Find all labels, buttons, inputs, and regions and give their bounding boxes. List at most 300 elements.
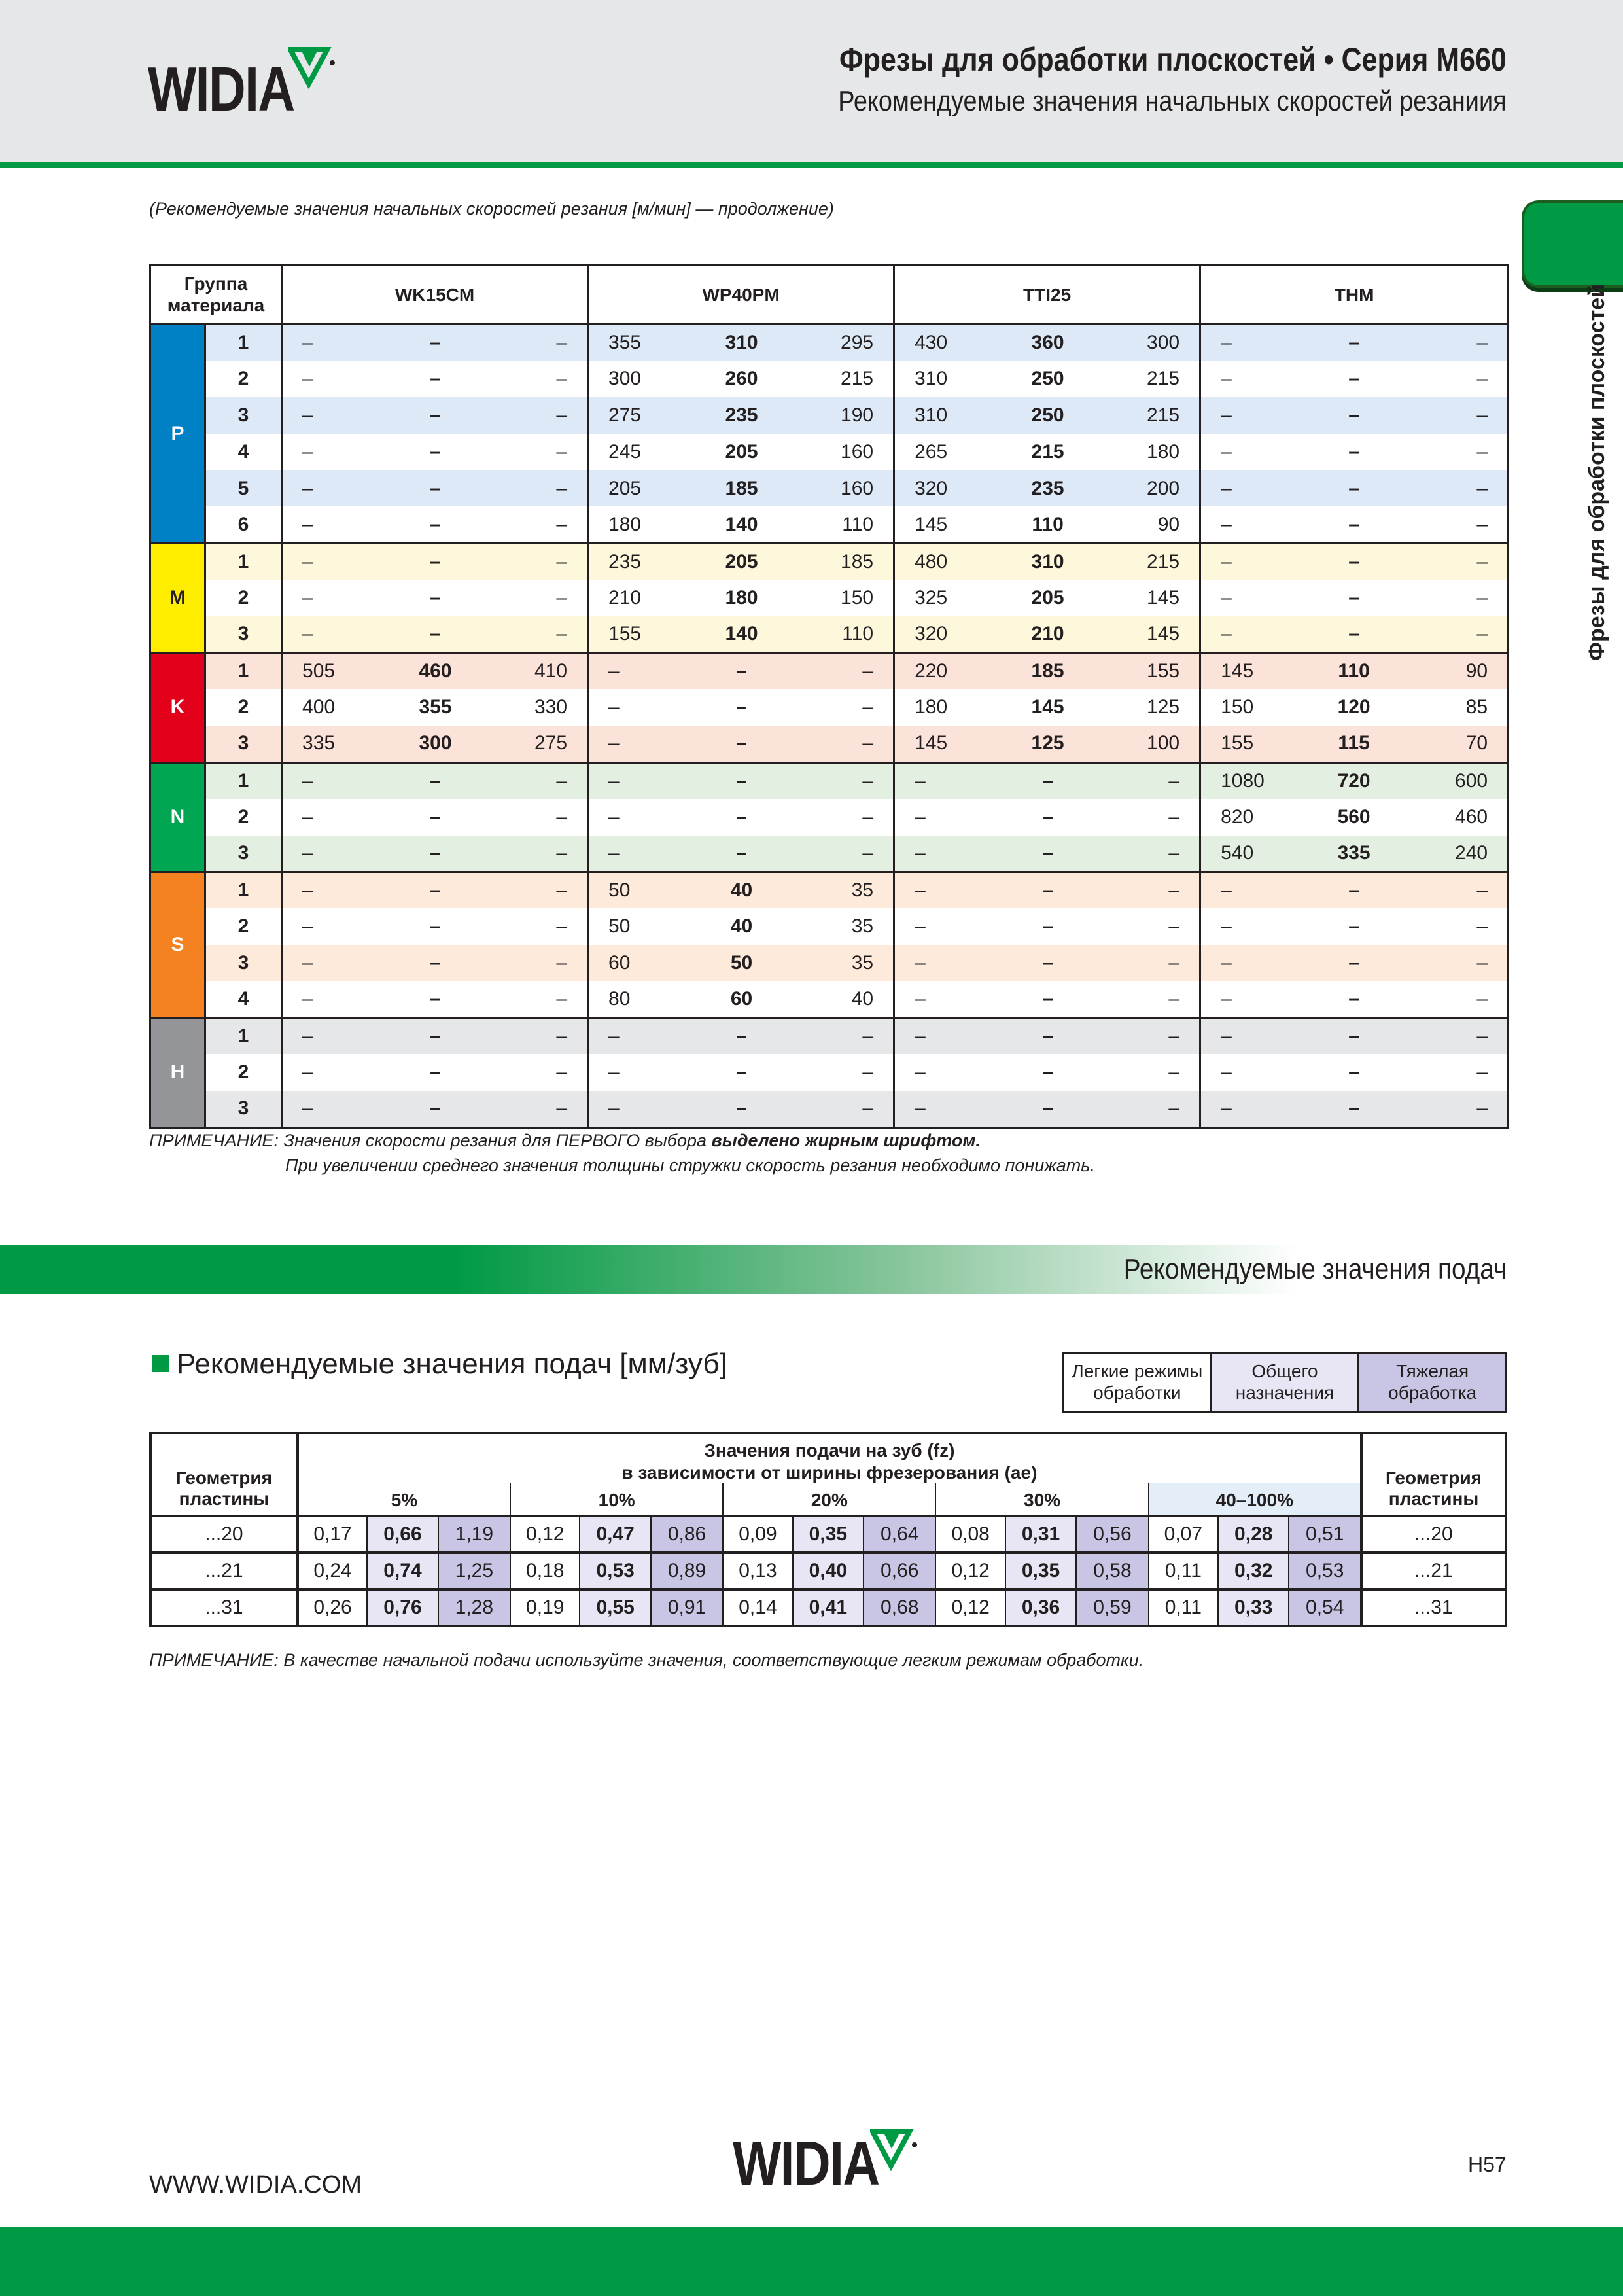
widia-footer-logo: WIDIA <box>733 2128 879 2199</box>
speed-value: – <box>488 543 588 580</box>
speed-value: – <box>588 1054 689 1091</box>
feed-value: 0,32 <box>1218 1553 1289 1589</box>
speed-value: – <box>488 945 588 981</box>
feed-value: 0,18 <box>510 1553 580 1589</box>
ae-percent: 40–100% <box>1149 1483 1361 1516</box>
speed-value: – <box>588 1091 689 1127</box>
speed-value: – <box>1302 1018 1406 1055</box>
speed-value: – <box>282 506 383 543</box>
speed-value: – <box>1200 434 1302 470</box>
speed-value: – <box>383 1054 488 1091</box>
material-group-cell: N <box>150 762 205 872</box>
speed-value: – <box>996 872 1100 908</box>
speed-value: 215 <box>794 361 894 397</box>
speed-value: 180 <box>1100 434 1200 470</box>
speed-value: – <box>1100 1018 1200 1055</box>
speed-value: – <box>794 653 894 690</box>
material-group-cell: M <box>150 543 205 652</box>
speed-value: 360 <box>996 325 1100 361</box>
speed-value: – <box>383 836 488 872</box>
speed-value: – <box>1302 397 1406 434</box>
feed-value: 0,33 <box>1218 1589 1289 1626</box>
speed-value: – <box>1302 506 1406 543</box>
material-subgroup: 3 <box>205 397 282 434</box>
speed-value: – <box>894 762 996 799</box>
speed-value: – <box>588 726 689 762</box>
speed-value: 40 <box>689 908 794 945</box>
speed-value: – <box>282 580 383 616</box>
speed-value: 80 <box>588 981 689 1018</box>
speed-value: 335 <box>282 726 383 762</box>
feed-value: 0,13 <box>723 1553 792 1589</box>
material-subgroup: 2 <box>205 799 282 836</box>
website-link[interactable]: WWW.WIDIA.COM <box>149 2171 362 2199</box>
speed-value: – <box>488 799 588 836</box>
grade-header: TTI25 <box>894 266 1200 325</box>
feed-section-title-text: Рекомендуемые значения подач [мм/зуб] <box>177 1348 727 1380</box>
speed-value: 35 <box>794 872 894 908</box>
speed-value: – <box>383 470 488 507</box>
speed-value: – <box>1406 434 1509 470</box>
speed-row <box>150 908 1509 945</box>
feed-value: 1,25 <box>438 1553 510 1589</box>
speed-value: – <box>1406 506 1509 543</box>
speed-value: 145 <box>894 726 996 762</box>
speed-row <box>150 580 1509 616</box>
speed-value: – <box>794 799 894 836</box>
speed-value: – <box>282 762 383 799</box>
speed-value: 205 <box>689 434 794 470</box>
speed-value: – <box>1100 1091 1200 1127</box>
speed-value: 310 <box>894 361 996 397</box>
speed-value: – <box>588 762 689 799</box>
speed-value: – <box>282 434 383 470</box>
speed-value: 235 <box>996 470 1100 507</box>
feed-value: 0,17 <box>298 1516 367 1553</box>
legend-general: Общего назначения <box>1211 1353 1359 1412</box>
speed-value: – <box>1100 836 1200 872</box>
feed-note: ПРИМЕЧАНИЕ: В качестве начальной подачи используйте значения, соответствующие легким режимам обработки. <box>149 1650 1144 1670</box>
speed-value: 480 <box>894 543 996 580</box>
speed-value: – <box>1200 616 1302 653</box>
speed-value: 145 <box>996 689 1100 726</box>
speed-value: – <box>1406 1091 1509 1127</box>
speed-value: – <box>1200 580 1302 616</box>
feed-value: 0,24 <box>298 1553 367 1589</box>
speed-value: – <box>1200 1054 1302 1091</box>
material-subgroup: 1 <box>205 325 282 361</box>
speed-value: 210 <box>588 580 689 616</box>
speed-value: 355 <box>383 689 488 726</box>
speed-value: 50 <box>588 872 689 908</box>
speed-value: 100 <box>1100 726 1200 762</box>
feed-value: 0,35 <box>793 1516 864 1553</box>
feed-value: 0,09 <box>723 1516 792 1553</box>
speed-value: – <box>996 945 1100 981</box>
speed-value: – <box>1302 872 1406 908</box>
speed-value: – <box>588 799 689 836</box>
geometry-cell: ...20 <box>150 1516 298 1553</box>
speed-value: – <box>894 1054 996 1091</box>
ae-percent: 10% <box>510 1483 723 1516</box>
speed-value: 180 <box>689 580 794 616</box>
speed-value: 275 <box>488 726 588 762</box>
speed-value: 125 <box>996 726 1100 762</box>
speed-row <box>150 726 1509 762</box>
feed-value: 0,11 <box>1149 1553 1218 1589</box>
speed-value: 215 <box>996 434 1100 470</box>
speed-value: 190 <box>794 397 894 434</box>
geometry-cell: ...21 <box>1361 1553 1506 1589</box>
speed-value: 185 <box>794 543 894 580</box>
speed-value: – <box>383 361 488 397</box>
speed-value: 35 <box>794 908 894 945</box>
bullet-square-icon <box>152 1355 169 1372</box>
speed-value: 110 <box>1302 653 1406 690</box>
speed-value: – <box>689 762 794 799</box>
speed-value: – <box>689 836 794 872</box>
speed-value: 235 <box>689 397 794 434</box>
material-subgroup: 2 <box>205 361 282 397</box>
speed-row <box>150 981 1509 1018</box>
feed-value: 0,41 <box>793 1589 864 1626</box>
speed-value: – <box>1406 325 1509 361</box>
speed-value: 205 <box>689 543 794 580</box>
feed-section-title <box>152 1348 727 1381</box>
material-group-cell: H <box>150 1018 205 1127</box>
feed-value: 0,76 <box>367 1589 438 1626</box>
speed-value: – <box>588 653 689 690</box>
feed-value: 0,31 <box>1005 1516 1076 1553</box>
speed-value: 460 <box>383 653 488 690</box>
speed-value: – <box>383 580 488 616</box>
feed-value: 0,35 <box>1005 1553 1076 1589</box>
speed-value: – <box>1100 799 1200 836</box>
feed-value: 0,58 <box>1076 1553 1148 1589</box>
speed-value: 310 <box>996 543 1100 580</box>
speed-value: 1080 <box>1200 762 1302 799</box>
speed-value: 140 <box>689 506 794 543</box>
speed-value: – <box>1200 872 1302 908</box>
speed-value: – <box>383 1091 488 1127</box>
speed-value: 820 <box>1200 799 1302 836</box>
page-footer-bar <box>0 2227 1623 2296</box>
speed-value: – <box>996 1091 1100 1127</box>
section-tab[interactable] <box>1522 200 1623 288</box>
speed-value: 310 <box>689 325 794 361</box>
speed-value: 110 <box>794 616 894 653</box>
speed-value: 215 <box>1100 397 1200 434</box>
feed-value: 0,11 <box>1149 1589 1218 1626</box>
material-subgroup: 3 <box>205 836 282 872</box>
speed-value: – <box>282 1091 383 1127</box>
feed-row <box>150 1516 1506 1553</box>
feed-legend <box>1062 1352 1507 1413</box>
header-divider <box>0 162 1623 168</box>
material-subgroup: 1 <box>205 872 282 908</box>
geometry-header-left: Геометрия пластины <box>150 1433 298 1516</box>
speed-value: 295 <box>794 325 894 361</box>
speed-value: – <box>282 908 383 945</box>
speed-value: – <box>1200 470 1302 507</box>
speed-value: – <box>383 434 488 470</box>
speed-value: – <box>1302 981 1406 1018</box>
feed-value: 0,53 <box>580 1553 650 1589</box>
feed-value: 0,08 <box>935 1516 1005 1553</box>
speed-value: – <box>996 799 1100 836</box>
material-subgroup: 1 <box>205 1018 282 1055</box>
speed-row <box>150 325 1509 361</box>
speed-value: – <box>282 1054 383 1091</box>
speed-value: 40 <box>689 872 794 908</box>
speed-value: 265 <box>894 434 996 470</box>
feed-value: 0,07 <box>1149 1516 1218 1553</box>
speed-value: – <box>689 1054 794 1091</box>
feed-row <box>150 1589 1506 1626</box>
speed-value: – <box>1406 1054 1509 1091</box>
material-group-header: Группа материала <box>150 266 282 325</box>
speed-row <box>150 945 1509 981</box>
feed-header-line2: в зависимости от ширины фрезерования (ae) <box>621 1462 1038 1483</box>
speed-value: – <box>1302 580 1406 616</box>
material-subgroup: 2 <box>205 689 282 726</box>
speed-value: – <box>1302 361 1406 397</box>
speed-value: – <box>488 1018 588 1055</box>
speed-value: – <box>1406 543 1509 580</box>
feed-value: 0,26 <box>298 1589 367 1626</box>
feed-value: 0,28 <box>1218 1516 1289 1553</box>
speed-value: – <box>689 726 794 762</box>
feed-value: 0,56 <box>1076 1516 1148 1553</box>
speed-value: 210 <box>996 616 1100 653</box>
speed-value: – <box>383 872 488 908</box>
speed-value: – <box>383 945 488 981</box>
speed-value: 180 <box>894 689 996 726</box>
speed-value: – <box>282 836 383 872</box>
speed-value: – <box>1406 580 1509 616</box>
feed-header-title <box>298 1433 1361 1483</box>
speed-value: 720 <box>1302 762 1406 799</box>
section-tab-label: Фрезы для обработки плоскостей <box>1584 283 1609 661</box>
speed-value: 110 <box>794 506 894 543</box>
feed-table <box>149 1432 1507 1627</box>
grade-header: THM <box>1200 266 1509 325</box>
feed-value: 0,12 <box>935 1589 1005 1626</box>
speed-value: 560 <box>1302 799 1406 836</box>
speed-value: – <box>894 1091 996 1127</box>
grade-header: WP40PM <box>588 266 894 325</box>
speed-value: – <box>282 981 383 1018</box>
speed-value: – <box>1100 981 1200 1018</box>
speed-value: 250 <box>996 397 1100 434</box>
speed-row <box>150 1018 1509 1055</box>
speed-value: – <box>794 1054 894 1091</box>
speed-row <box>150 872 1509 908</box>
material-subgroup: 1 <box>205 543 282 580</box>
speed-value: – <box>1406 872 1509 908</box>
speed-value: 110 <box>996 506 1100 543</box>
speed-row <box>150 506 1509 543</box>
speed-value: – <box>996 981 1100 1018</box>
material-subgroup: 4 <box>205 981 282 1018</box>
speed-value: – <box>689 1091 794 1127</box>
ae-percent: 30% <box>935 1483 1148 1516</box>
speed-value: – <box>1302 434 1406 470</box>
speed-table-header <box>150 266 1509 325</box>
speed-value: – <box>1302 616 1406 653</box>
speed-value: 180 <box>588 506 689 543</box>
speed-value: – <box>383 397 488 434</box>
speed-value: – <box>1200 1091 1302 1127</box>
speed-note-bold: выделено жирным шрифтом. <box>711 1131 981 1150</box>
feed-value: 0,12 <box>510 1516 580 1553</box>
feed-value: 0,66 <box>367 1516 438 1553</box>
speed-value: – <box>894 799 996 836</box>
speed-value: – <box>1100 872 1200 908</box>
speed-value: – <box>1100 908 1200 945</box>
speed-value: – <box>588 1018 689 1055</box>
speed-value: 310 <box>894 397 996 434</box>
speed-value: – <box>383 981 488 1018</box>
speed-value: 50 <box>689 945 794 981</box>
feed-value: 0,36 <box>1005 1589 1076 1626</box>
feed-value: 0,40 <box>793 1553 864 1589</box>
section-band-title: Рекомендуемые значения подач <box>1123 1253 1507 1285</box>
speed-value: – <box>282 397 383 434</box>
speed-value: – <box>488 325 588 361</box>
speed-value: – <box>794 762 894 799</box>
speed-value: 145 <box>1100 580 1200 616</box>
speed-value: 505 <box>282 653 383 690</box>
speed-row <box>150 361 1509 397</box>
feed-value: 0,74 <box>367 1553 438 1589</box>
speed-value: – <box>894 1018 996 1055</box>
grade-header: WK15CM <box>282 266 588 325</box>
speed-value: – <box>996 762 1100 799</box>
speed-value: – <box>996 908 1100 945</box>
geometry-cell: ...20 <box>1361 1516 1506 1553</box>
material-subgroup: 3 <box>205 945 282 981</box>
speed-row <box>150 689 1509 726</box>
feed-value: 0,68 <box>864 1589 935 1626</box>
speed-table-caption: (Рекомендуемые значения начальных скоростей резания [м/мин] — продолжение) <box>149 199 834 219</box>
material-subgroup: 3 <box>205 616 282 653</box>
speed-value: – <box>1302 325 1406 361</box>
feed-value: 0,89 <box>651 1553 723 1589</box>
feed-percent-row <box>150 1483 1506 1516</box>
speed-value: 150 <box>1200 689 1302 726</box>
speed-value: – <box>1302 908 1406 945</box>
ae-percent: 20% <box>723 1483 935 1516</box>
speed-value: 300 <box>383 726 488 762</box>
feed-value: 1,28 <box>438 1589 510 1626</box>
speed-value: – <box>282 543 383 580</box>
feed-value: 0,14 <box>723 1589 792 1626</box>
feed-row <box>150 1553 1506 1589</box>
speed-value: 220 <box>894 653 996 690</box>
speed-value: – <box>996 1018 1100 1055</box>
feed-value: 0,47 <box>580 1516 650 1553</box>
speed-row <box>150 397 1509 434</box>
feed-value: 0,59 <box>1076 1589 1148 1626</box>
material-subgroup: 1 <box>205 762 282 799</box>
speed-row <box>150 653 1509 690</box>
speed-value: – <box>488 762 588 799</box>
speed-value: – <box>1302 1091 1406 1127</box>
speed-value: – <box>383 325 488 361</box>
speed-value: – <box>894 872 996 908</box>
speed-value: – <box>488 580 588 616</box>
speed-value: – <box>1302 543 1406 580</box>
speed-value: – <box>282 470 383 507</box>
speed-value: 430 <box>894 325 996 361</box>
speed-value: – <box>488 470 588 507</box>
speed-row <box>150 762 1509 799</box>
speed-row <box>150 616 1509 653</box>
feed-value: 1,19 <box>438 1516 510 1553</box>
page-subtitle: Рекомендуемые значения начальных скоростей резаниия <box>838 85 1507 117</box>
speed-value: – <box>1200 506 1302 543</box>
widia-logo: WIDIA <box>148 54 294 124</box>
speed-value: 300 <box>1100 325 1200 361</box>
speed-value: 35 <box>794 945 894 981</box>
speed-value: – <box>1406 616 1509 653</box>
speed-value: – <box>1406 470 1509 507</box>
speed-note <box>149 1131 981 1151</box>
material-subgroup: 2 <box>205 1054 282 1091</box>
speed-value: – <box>689 653 794 690</box>
speed-value: – <box>282 945 383 981</box>
speed-value: – <box>689 1018 794 1055</box>
page-title: Фрезы для обработки плоскостей • Серия M660 <box>839 41 1507 78</box>
speed-value: 460 <box>1406 799 1509 836</box>
speed-value: – <box>1200 543 1302 580</box>
speed-row <box>150 836 1509 872</box>
speed-value: 185 <box>996 653 1100 690</box>
material-subgroup: 3 <box>205 1091 282 1127</box>
speed-value: 40 <box>794 981 894 1018</box>
speed-value: – <box>1200 1018 1302 1055</box>
speed-value: – <box>996 836 1100 872</box>
speed-value: 235 <box>588 543 689 580</box>
speed-value: – <box>488 506 588 543</box>
speed-value: 205 <box>588 470 689 507</box>
feed-value: 0,53 <box>1289 1553 1361 1589</box>
speed-value: 155 <box>1100 653 1200 690</box>
speed-value: 325 <box>894 580 996 616</box>
speed-value: – <box>488 981 588 1018</box>
speed-value: 205 <box>996 580 1100 616</box>
speed-value: – <box>488 836 588 872</box>
speed-value: – <box>588 836 689 872</box>
speed-value: 600 <box>1406 762 1509 799</box>
speed-value: – <box>1406 397 1509 434</box>
speed-value: – <box>488 908 588 945</box>
speed-value: 115 <box>1302 726 1406 762</box>
speed-value: – <box>1100 945 1200 981</box>
feed-value: 0,64 <box>864 1516 935 1553</box>
cutting-speed-table <box>149 264 1509 1129</box>
speed-value: 90 <box>1406 653 1509 690</box>
material-group-cell: P <box>150 325 205 544</box>
speed-value: 145 <box>1200 653 1302 690</box>
speed-value: 540 <box>1200 836 1302 872</box>
speed-value: – <box>894 908 996 945</box>
speed-value: 90 <box>1100 506 1200 543</box>
speed-value: – <box>1200 397 1302 434</box>
feed-value: 0,54 <box>1289 1589 1361 1626</box>
speed-value: – <box>488 1091 588 1127</box>
